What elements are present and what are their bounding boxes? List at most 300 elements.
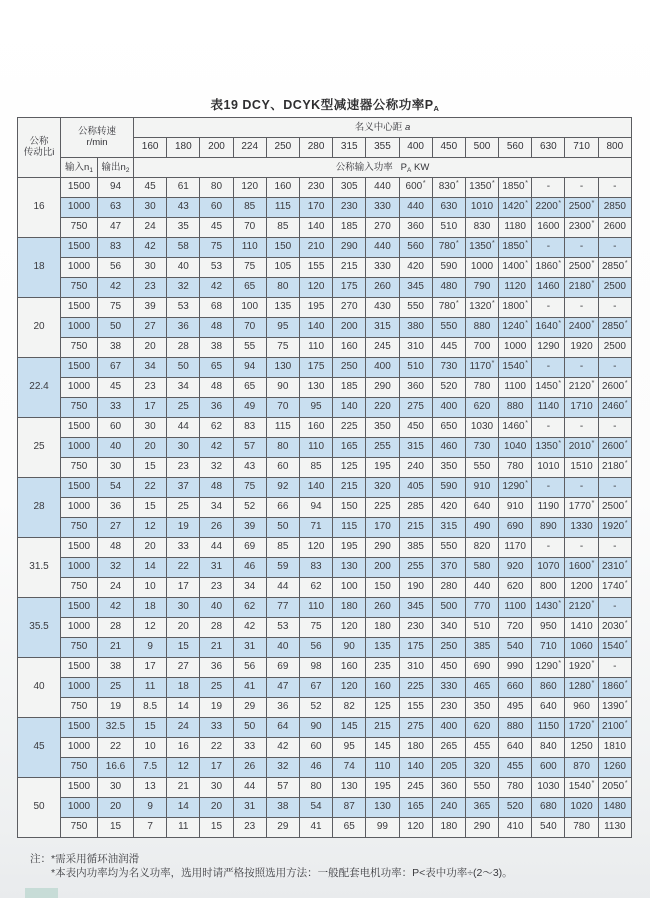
power-value-cell: 2600 [598, 218, 631, 238]
center-distance-value: 200 [200, 138, 233, 158]
power-value-cell: 85 [266, 538, 299, 558]
power-value-cell: 120 [333, 678, 366, 698]
power-value-cell: 215 [333, 258, 366, 278]
power-value-cell: 630 [432, 198, 465, 218]
center-distance-value: 630 [532, 138, 565, 158]
power-value-cell: 34 [200, 498, 233, 518]
power-value-cell: 22 [167, 558, 200, 578]
power-value-cell: 310 [399, 338, 432, 358]
power-value-cell: 28 [167, 338, 200, 358]
table-row [18, 518, 632, 538]
power-value-cell: 20 [134, 338, 167, 358]
power-value-cell: 155 [299, 258, 332, 278]
power-value-cell: 225 [366, 498, 399, 518]
power-value-cell: 30 [167, 598, 200, 618]
oil-lubrication-mark: * [558, 318, 562, 328]
power-value-cell: 870 [565, 758, 598, 778]
power-value-cell: 29 [266, 818, 299, 838]
power-value-cell: 45 [200, 218, 233, 238]
oil-lubrication-mark: * [624, 438, 628, 448]
power-value-cell: 440 [366, 238, 399, 258]
power-value-cell: 1030 [465, 418, 498, 438]
power-value-cell: 150 [366, 578, 399, 598]
table-row [18, 378, 632, 398]
power-value-cell: 270 [366, 218, 399, 238]
power-value-cell: - [598, 478, 631, 498]
power-value-cell: 7 [134, 818, 167, 838]
power-value-cell: 255 [366, 438, 399, 458]
power-value-cell: 350 [366, 418, 399, 438]
power-value-cell: 1100 [499, 598, 532, 618]
table-row [18, 218, 632, 238]
oil-lubrication-mark: * [422, 178, 426, 188]
power-value-cell: 880 [465, 318, 498, 338]
power-value-cell: 780* [432, 298, 465, 318]
oil-lubrication-mark: * [624, 778, 628, 788]
power-value-cell: 690 [499, 518, 532, 538]
power-value-cell: 550 [465, 458, 498, 478]
power-value-cell: 1000 [499, 338, 532, 358]
oil-lubrication-mark: * [591, 278, 595, 288]
power-value-cell: 145 [366, 738, 399, 758]
power-value-cell: 110 [299, 338, 332, 358]
power-value-cell: 445 [432, 338, 465, 358]
power-value-cell: 125 [366, 698, 399, 718]
power-value-cell: 180 [432, 818, 465, 838]
power-value-cell: 49 [233, 398, 266, 418]
power-value-cell: 275 [399, 398, 432, 418]
power-value-cell: 45 [134, 178, 167, 198]
power-value-cell: 40 [200, 598, 233, 618]
power-value-cell: 650 [432, 418, 465, 438]
power-value-cell: 830 [465, 218, 498, 238]
power-value-cell: - [565, 358, 598, 378]
power-value-cell: 1290* [499, 478, 532, 498]
power-value-cell: 180 [399, 738, 432, 758]
output-speed-cell: 47 [98, 218, 134, 238]
power-value-cell: 345 [399, 278, 432, 298]
power-value-cell: 12 [134, 618, 167, 638]
power-value-cell: 990 [499, 658, 532, 678]
power-value-cell: 195 [366, 458, 399, 478]
table-row [18, 578, 632, 598]
power-value-cell: 200 [333, 318, 366, 338]
oil-lubrication-mark: * [624, 398, 628, 408]
power-value-cell: 960 [565, 698, 598, 718]
power-value-cell: 240 [432, 798, 465, 818]
output-speed-cell: 22 [98, 738, 134, 758]
footnotes [30, 852, 513, 880]
power-value-cell: 17 [167, 578, 200, 598]
input-speed-cell: 1500 [61, 658, 98, 678]
power-value-cell: 120 [333, 618, 366, 638]
power-value-cell: 230 [299, 178, 332, 198]
input-speed-header: 输入$n_1$ [61, 158, 98, 178]
power-value-cell: 385 [465, 638, 498, 658]
power-value-cell: 315 [432, 518, 465, 538]
power-value-cell: 175 [333, 278, 366, 298]
power-value-cell: 280 [432, 578, 465, 598]
power-value-cell: 95 [266, 318, 299, 338]
power-value-cell: 1920 [565, 338, 598, 358]
oil-lubrication-mark: * [624, 698, 628, 708]
power-value-cell: 2120* [565, 378, 598, 398]
power-value-cell: 12 [134, 518, 167, 538]
power-value-cell: 1010 [465, 198, 498, 218]
power-value-cell: 1410 [565, 618, 598, 638]
power-value-cell: 1770* [565, 498, 598, 518]
power-value-cell: 1150 [532, 718, 565, 738]
power-value-cell: 70 [266, 398, 299, 418]
power-value-cell: 290 [333, 238, 366, 258]
power-value-cell: 180 [333, 598, 366, 618]
power-value-cell: 215 [333, 478, 366, 498]
power-value-cell: 135 [366, 638, 399, 658]
speed-header-unit: r/min [86, 136, 108, 148]
power-value-cell: - [598, 418, 631, 438]
ratio-cell: 22.4 [18, 358, 61, 418]
table-row [18, 778, 632, 798]
ratio-header-line1: 公称 [29, 135, 49, 147]
power-value-cell: 690 [465, 658, 498, 678]
output-speed-cell: 38 [98, 658, 134, 678]
power-value-cell: 39 [233, 518, 266, 538]
power-value-cell: 21 [167, 778, 200, 798]
power-value-cell: 83 [299, 558, 332, 578]
power-value-cell: 2200* [532, 198, 565, 218]
power-value-cell: 67 [299, 678, 332, 698]
footnote-line-2: *本表内功率均为名义功率，选用时请严格按照选用方法：一般配套电机功率：P<表中功率÷(2～3)。 [51, 867, 513, 880]
power-value-cell: 77 [266, 598, 299, 618]
center-distance-value: 560 [499, 138, 532, 158]
power-value-cell: 1000 [465, 258, 498, 278]
oil-lubrication-mark: * [624, 718, 628, 728]
power-value-cell: 36 [266, 698, 299, 718]
input-speed-cell: 1000 [61, 198, 98, 218]
power-value-cell: 440 [366, 178, 399, 198]
power-value-cell: 320 [366, 478, 399, 498]
table-row [18, 238, 632, 258]
power-value-cell: 2850* [598, 318, 631, 338]
power-value-cell: 10 [134, 738, 167, 758]
power-value-cell: 340 [432, 618, 465, 638]
oil-lubrication-mark: * [455, 238, 459, 248]
power-value-cell: 680 [532, 798, 565, 818]
center-distance-value: 160 [134, 138, 167, 158]
power-value-cell: 69 [266, 658, 299, 678]
power-value-cell: 450 [399, 418, 432, 438]
power-value-cell: 26 [200, 518, 233, 538]
power-value-cell: 890 [532, 518, 565, 538]
power-value-cell: 2850 [598, 198, 631, 218]
power-value-cell: 510 [432, 218, 465, 238]
power-value-cell: 225 [399, 678, 432, 698]
power-value-cell: 1600* [565, 558, 598, 578]
oil-lubrication-mark: * [591, 198, 595, 208]
oil-lubrication-mark: * [525, 198, 528, 208]
power-value-cell: 110 [366, 758, 399, 778]
power-value-cell: 225 [333, 418, 366, 438]
power-value-cell: 94 [233, 358, 266, 378]
center-distance-value: 450 [432, 138, 465, 158]
power-value-cell: 360 [399, 378, 432, 398]
header-row-top [18, 118, 632, 138]
power-value-cell: 75 [299, 618, 332, 638]
power-value-cell: 590 [432, 258, 465, 278]
oil-lubrication-mark: * [558, 598, 562, 608]
power-value-cell: 120 [299, 278, 332, 298]
power-value-cell: 30 [134, 198, 167, 218]
power-value-cell: 2600* [598, 438, 631, 458]
power-value-cell: 19 [200, 698, 233, 718]
power-value-cell: 60 [266, 458, 299, 478]
power-value-cell: 160 [266, 178, 299, 198]
output-speed-cell: 30 [98, 458, 134, 478]
power-value-cell: 50 [167, 358, 200, 378]
table-row [18, 478, 632, 498]
output-speed-cell: 21 [98, 638, 134, 658]
power-value-cell: - [598, 238, 631, 258]
power-value-cell: 550 [465, 778, 498, 798]
power-value-cell: 370 [432, 558, 465, 578]
power-value-cell: 1130 [598, 818, 631, 838]
table-row [18, 758, 632, 778]
oil-lubrication-mark: * [591, 558, 595, 568]
power-value-cell: 1280* [565, 678, 598, 698]
power-value-cell: 30 [134, 418, 167, 438]
power-value-cell: 44 [266, 578, 299, 598]
table-row [18, 798, 632, 818]
power-value-cell: 125 [333, 458, 366, 478]
power-value-cell: 27 [167, 658, 200, 678]
ratio-cell: 25 [18, 418, 61, 478]
output-speed-cell: 33 [98, 398, 134, 418]
center-distance-value: 180 [167, 138, 200, 158]
power-value-cell: 1350* [532, 438, 565, 458]
power-value-cell: 2500* [565, 258, 598, 278]
power-value-cell: 2500* [565, 198, 598, 218]
power-value-cell: 360 [399, 218, 432, 238]
oil-lubrication-mark: * [525, 238, 528, 248]
oil-lubrication-mark: * [591, 258, 595, 268]
power-value-cell: 61 [167, 178, 200, 198]
power-value-cell: 440 [465, 578, 498, 598]
power-value-cell: 23 [200, 578, 233, 598]
input-speed-cell: 1500 [61, 598, 98, 618]
power-value-cell: 2500 [598, 338, 631, 358]
power-value-cell: 220 [366, 398, 399, 418]
output-speed-cell: 30 [98, 778, 134, 798]
power-unit: KW [414, 161, 430, 173]
output-speed-cell: 83 [98, 238, 134, 258]
output-speed-cell: 75 [98, 298, 134, 318]
power-value-cell: 28 [200, 618, 233, 638]
power-value-cell: 520 [499, 798, 532, 818]
output-speed-cell: 36 [98, 498, 134, 518]
power-value-cell: 100 [333, 578, 366, 598]
power-value-cell: 70 [233, 218, 266, 238]
power-value-cell: 230 [399, 618, 432, 638]
power-value-cell: 1640* [532, 318, 565, 338]
power-value-cell: 500 [432, 598, 465, 618]
power-value-cell: 23 [134, 278, 167, 298]
power-value-cell: 98 [299, 658, 332, 678]
input-speed-cell: 750 [61, 578, 98, 598]
power-value-cell: 25 [200, 678, 233, 698]
power-value-cell: 1540* [565, 778, 598, 798]
power-value-cell: - [532, 418, 565, 438]
power-value-cell: 350 [432, 458, 465, 478]
power-value-cell: 2600* [598, 378, 631, 398]
output-speed-cell: 38 [98, 338, 134, 358]
power-value-cell: 365 [465, 798, 498, 818]
table-row [18, 818, 632, 838]
table-row [18, 718, 632, 738]
ratio-cell: 28 [18, 478, 61, 538]
power-value-cell: 1420* [499, 198, 532, 218]
power-value-cell: 135 [266, 298, 299, 318]
power-value-cell: 1180 [499, 218, 532, 238]
power-value-cell: 36 [200, 658, 233, 678]
input-speed-cell: 1000 [61, 558, 98, 578]
oil-lubrication-mark: * [624, 258, 628, 268]
power-value-cell: 640 [465, 498, 498, 518]
power-value-cell: - [565, 538, 598, 558]
power-value-cell: 590 [432, 478, 465, 498]
power-value-cell: 75 [233, 258, 266, 278]
power-value-cell: 75 [233, 478, 266, 498]
power-value-cell: 240 [399, 458, 432, 478]
output-speed-cell: 16.6 [98, 758, 134, 778]
power-value-cell: 410 [499, 818, 532, 838]
power-value-cell: 290 [465, 818, 498, 838]
power-value-cell: 550 [432, 538, 465, 558]
ratio-cell: 40 [18, 658, 61, 718]
power-value-cell: 40 [167, 258, 200, 278]
power-value-cell: - [565, 238, 598, 258]
input-speed-cell: 1500 [61, 718, 98, 738]
oil-lubrication-mark: * [491, 238, 495, 248]
power-value-cell: - [598, 298, 631, 318]
power-value-cell: 34 [233, 578, 266, 598]
power-value-cell: 1860* [598, 678, 631, 698]
power-value-cell: 310 [399, 658, 432, 678]
output-speed-cell: 32.5 [98, 718, 134, 738]
output-speed-cell: 63 [98, 198, 134, 218]
power-value-cell: 20 [167, 618, 200, 638]
table-row [18, 198, 632, 218]
power-value-cell: 210 [299, 238, 332, 258]
power-value-cell: 66 [266, 498, 299, 518]
power-value-cell: 22 [200, 738, 233, 758]
power-value-cell: 160 [333, 658, 366, 678]
power-value-cell: 820 [465, 538, 498, 558]
power-value-cell: 1120 [499, 278, 532, 298]
power-value-cell: 1010 [532, 458, 565, 478]
power-value-cell: 18 [167, 678, 200, 698]
power-value-cell: 2310* [598, 558, 631, 578]
power-value-cell: 320 [465, 758, 498, 778]
power-value-cell: 48 [200, 318, 233, 338]
power-value-cell: 405 [399, 478, 432, 498]
power-value-cell: 1460* [499, 418, 532, 438]
power-value-cell: 145 [333, 718, 366, 738]
power-value-cell: 600* [399, 178, 432, 198]
power-value-cell: 7.5 [134, 758, 167, 778]
power-value-cell: 85 [266, 218, 299, 238]
power-value-cell: 14 [134, 558, 167, 578]
power-value-cell: 65 [200, 358, 233, 378]
oil-lubrication-mark: * [591, 778, 595, 788]
power-value-cell: 100 [233, 298, 266, 318]
power-value-cell: - [598, 538, 631, 558]
ratio-cell: 35.5 [18, 598, 61, 658]
power-value-cell: 180 [366, 618, 399, 638]
input-speed-cell: 1500 [61, 298, 98, 318]
power-value-cell: 195 [333, 538, 366, 558]
oil-lubrication-mark: * [591, 318, 595, 328]
power-value-cell: 62 [233, 598, 266, 618]
power-value-cell: 460 [432, 438, 465, 458]
power-value-cell: 41 [233, 678, 266, 698]
oil-lubrication-mark: * [624, 318, 628, 328]
table-row [18, 258, 632, 278]
power-value-cell: 42 [200, 438, 233, 458]
power-value-cell: 31 [233, 798, 266, 818]
oil-lubrication-mark: * [525, 318, 528, 328]
oil-lubrication-mark: * [591, 438, 595, 448]
power-value-cell: 48 [200, 478, 233, 498]
power-value-cell: 1850* [499, 178, 532, 198]
output-speed-cell: 42 [98, 278, 134, 298]
input-speed-cell: 1000 [61, 438, 98, 458]
power-value-cell: 23 [233, 818, 266, 838]
power-value-cell: 94 [299, 498, 332, 518]
power-value-cell: 42 [266, 738, 299, 758]
power-value-cell: 1290* [532, 658, 565, 678]
power-value-cell: 1190 [532, 498, 565, 518]
power-value-cell: 54 [299, 798, 332, 818]
output-speed-cell: 20 [98, 798, 134, 818]
output-speed-cell: 56 [98, 258, 134, 278]
center-distance-value: 710 [565, 138, 598, 158]
power-value-cell: - [532, 358, 565, 378]
power-value-cell: 59 [266, 558, 299, 578]
oil-lubrication-mark: * [491, 178, 495, 188]
power-value-cell: 47 [266, 678, 299, 698]
oil-lubrication-mark: * [491, 358, 495, 368]
power-value-cell: 250 [333, 358, 366, 378]
power-value-cell: 14 [167, 798, 200, 818]
power-value-cell: 2460* [598, 398, 631, 418]
table-row [18, 618, 632, 638]
input-speed-cell: 1000 [61, 618, 98, 638]
power-value-cell: 290 [366, 538, 399, 558]
power-value-cell: 1070 [532, 558, 565, 578]
power-value-cell: 37 [167, 478, 200, 498]
power-value-cell: 32 [266, 758, 299, 778]
power-value-cell: - [532, 478, 565, 498]
ratio-cell: 45 [18, 718, 61, 778]
ratio-cell: 50 [18, 778, 61, 838]
table-row [18, 598, 632, 618]
center-distance-value: 355 [366, 138, 399, 158]
power-value-cell: 64 [266, 718, 299, 738]
power-value-cell: 455 [465, 738, 498, 758]
power-value-cell: 65 [233, 378, 266, 398]
power-value-cell: 200 [366, 558, 399, 578]
power-value-cell: 140 [299, 218, 332, 238]
